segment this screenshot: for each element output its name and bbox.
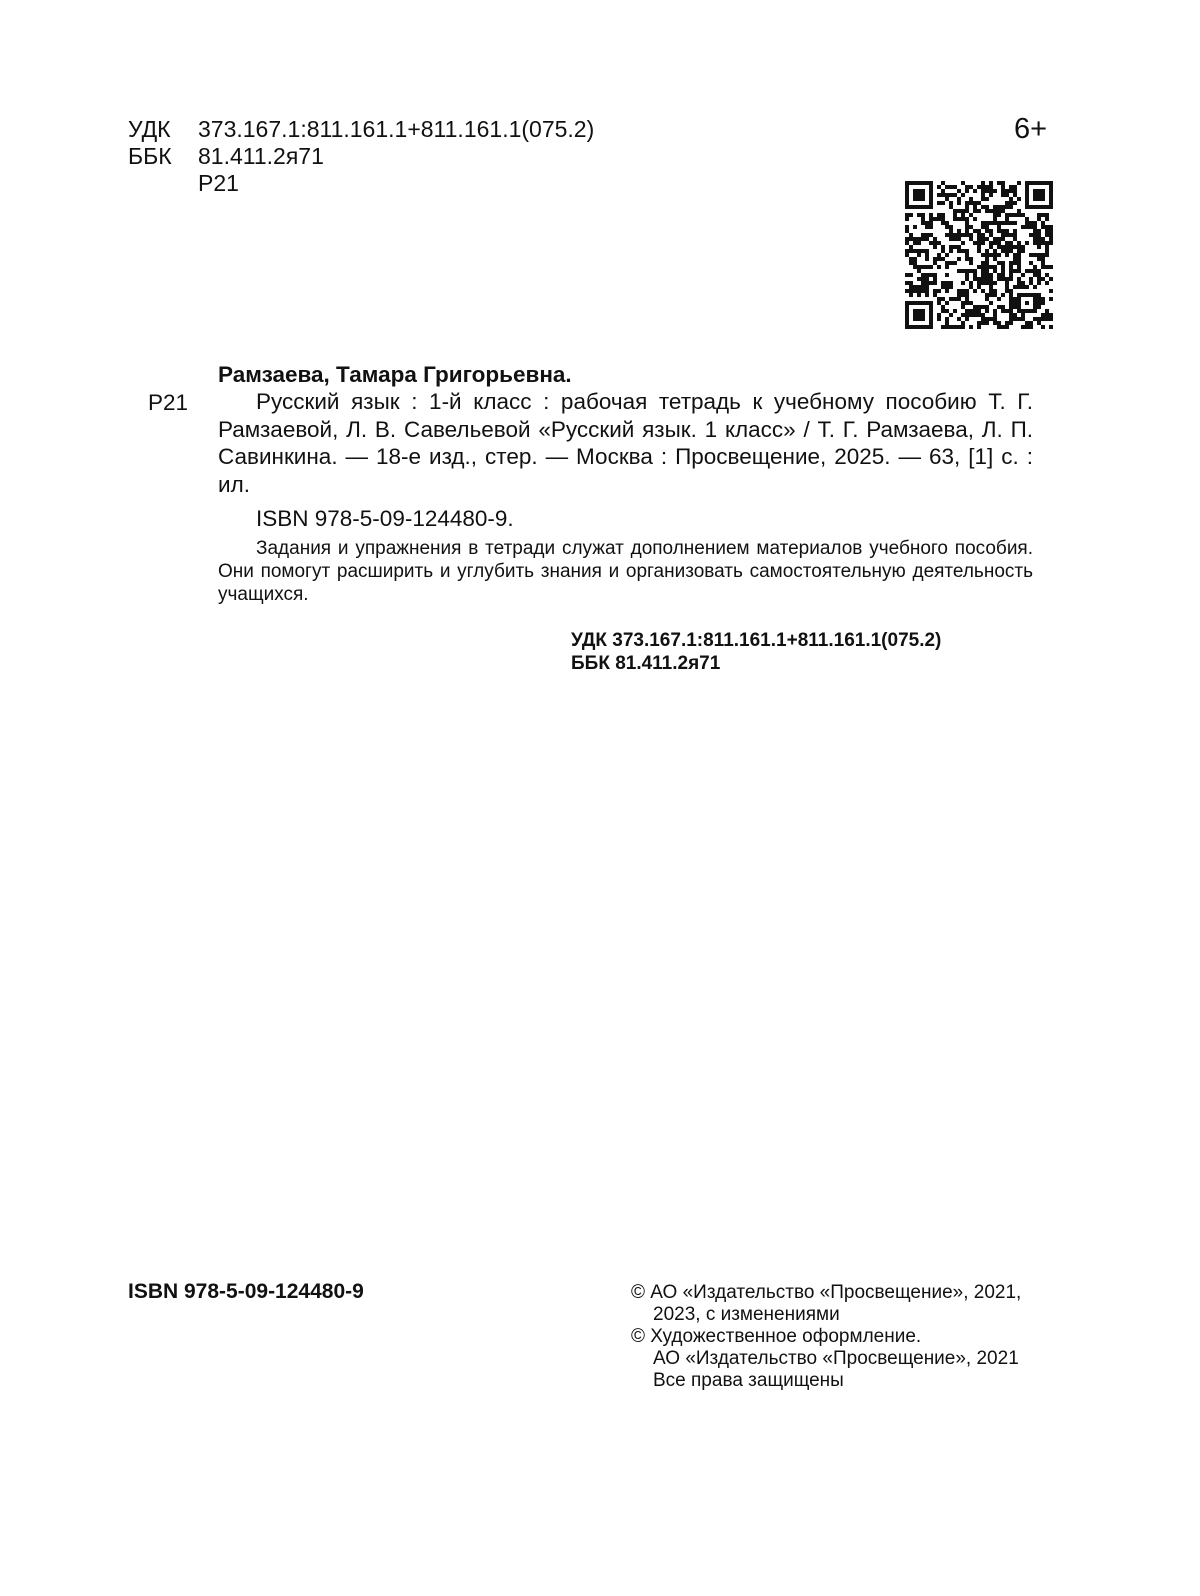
copyright-line-1: © АО «Издательство «Просвещение», 2021, bbox=[631, 1282, 1022, 1303]
annotation-text: Задания и упражнения в тетради служат дополнением материалов учебного пособия. Они помогут расширить и углубить знания и организовать самостоятельную деятельность учащихся. bbox=[218, 538, 1033, 605]
annotation bbox=[218, 537, 1033, 606]
bbk-value: 81.411.2я71 bbox=[198, 143, 324, 169]
footer-isbn: ISBN 978-5-09-124480-9 bbox=[128, 1280, 364, 1303]
udk-label: УДК bbox=[128, 116, 171, 142]
copyright-line-5: Все права защищены bbox=[653, 1370, 844, 1391]
author-sign: Р21 bbox=[198, 170, 239, 196]
qr-code-icon bbox=[905, 181, 1053, 329]
age-rating: 6+ bbox=[1014, 113, 1048, 145]
copyright-line-2: 2023, с изменениями bbox=[653, 1304, 840, 1325]
bibliographic-text: Русский язык : 1-й класс : рабочая тетрадь к учебному пособию Т. Г. Рамзаевой, Л. В. Савельевой «Русский язык. 1 класс» / Т. Г. Рамзаева, Л. П. Савинкина. — 18-е изд., стер. — Москва : Просвещение, 2025. — 63, [1] с. : ил. bbox=[218, 389, 1033, 497]
copyright-line-3: © Художественное оформление. bbox=[631, 1326, 922, 1347]
author-heading: Рамзаева, Тамара Григорьевна. bbox=[218, 362, 572, 387]
udk-bold: УДК 373.167.1:811.161.1+811.161.1(075.2) bbox=[571, 630, 942, 651]
margin-author-sign: Р21 bbox=[148, 390, 189, 415]
bbk-label: ББК bbox=[128, 143, 172, 169]
udk-value: 373.167.1:811.161.1+811.161.1(075.2) bbox=[198, 116, 595, 142]
copyright-line-4: АО «Издательство «Просвещение», 2021 bbox=[653, 1348, 1019, 1369]
isbn-line: ISBN 978-5-09-124480-9. bbox=[256, 506, 514, 531]
bbk-bold: ББК 81.411.2я71 bbox=[571, 653, 721, 674]
bibliographic-description bbox=[218, 388, 1033, 498]
